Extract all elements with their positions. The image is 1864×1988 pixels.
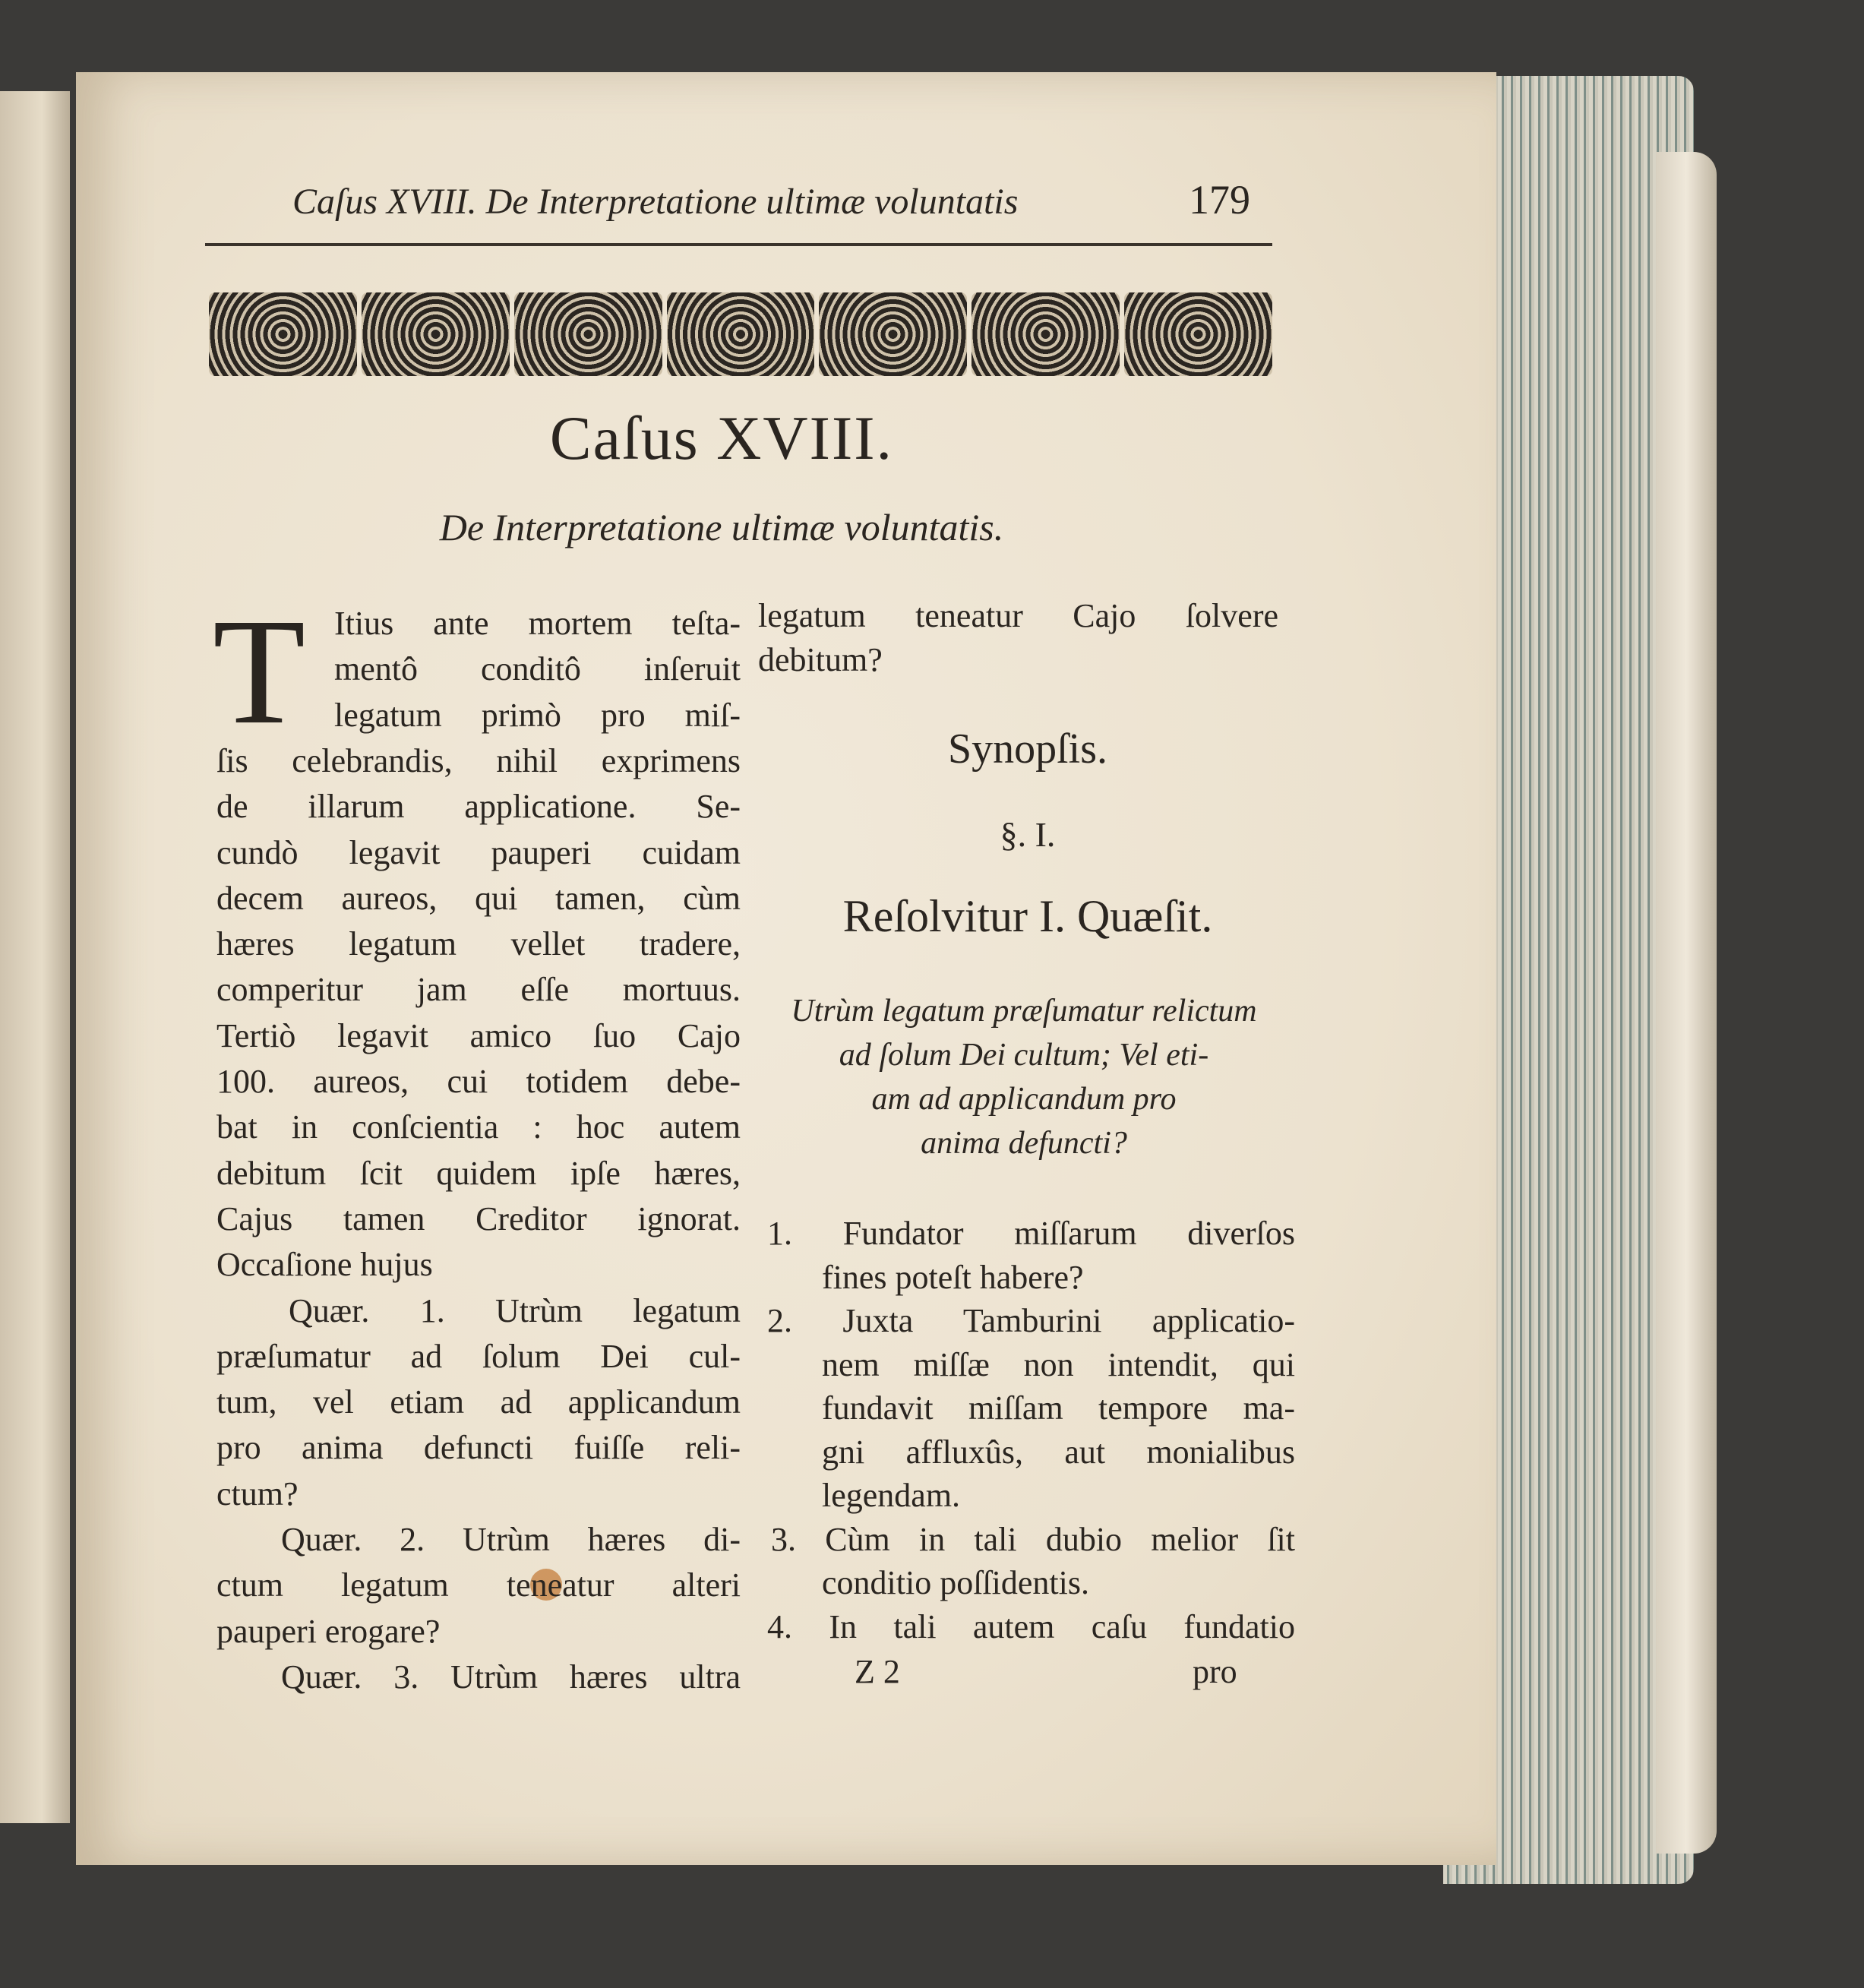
left-column-line: Quær. 2. Utrùm hæres di- <box>281 1521 741 1558</box>
left-column-line: tum, vel etiam ad applicandum <box>216 1383 741 1421</box>
numbered-item-line: nem miſſæ non intendit, qui <box>822 1345 1295 1383</box>
chapter-title: Caſus XVIII. <box>549 403 894 473</box>
numbered-item-line: 1. Fundator miſſarum diverſos <box>767 1215 1295 1252</box>
section-mark: §. I. <box>1000 815 1056 854</box>
left-column-line: debitum ſcit quidem ipſe hæres, <box>216 1154 741 1192</box>
left-column-line: legatum primò pro miſ- <box>334 696 741 734</box>
right-column-line: legatum teneatur Cajo ſolvere <box>758 597 1278 634</box>
left-column-line: Cajus tamen Creditor ignorat. <box>216 1199 741 1237</box>
header-rule <box>205 243 1272 246</box>
ornament-piece <box>667 292 815 376</box>
numbered-item-line: fundavit miſſam tempore ma- <box>822 1389 1295 1427</box>
left-column-line: Itius ante mortem teſta- <box>334 605 741 642</box>
ornament-piece <box>1124 292 1272 376</box>
question-italic-line: Utrùm legatum præſumatur relictum <box>791 994 1257 1029</box>
left-column-line: 100. aureos, cui totidem debe- <box>216 1063 741 1100</box>
synopsis-heading: Synopſis. <box>947 725 1108 773</box>
catchword: pro <box>1193 1653 1237 1690</box>
left-column-line: Quær. 3. Utrùm hæres ultra <box>281 1658 741 1696</box>
left-column-line: Occaſione hujus <box>216 1246 433 1284</box>
numbered-item-line: 2. Juxta Tamburini applicatio- <box>767 1302 1295 1339</box>
ornament-piece <box>209 292 357 376</box>
numbered-item-line: fines poteſt habere? <box>822 1258 1084 1296</box>
page-number: 179 <box>1189 177 1250 223</box>
resolution-heading: Reſolvitur I. Quæſit. <box>842 891 1213 941</box>
question-italic-line: ad ſolum Dei cultum; Vel eti- <box>839 1038 1209 1073</box>
left-column-line: cundò legavit pauperi cuidam <box>216 833 741 871</box>
left-column-line: pro anima defuncti fuiſſe reli- <box>216 1429 741 1467</box>
left-column-line: Tertiò legavit amico ſuo Cajo <box>216 1016 741 1054</box>
numbered-item-line: 3. Cùm in tali dubio melior ſit <box>771 1520 1295 1558</box>
numbered-item-line: conditio poſſidentis. <box>822 1564 1089 1601</box>
facing-page-edge <box>0 91 70 1823</box>
running-title: Caſus XVIII. De Interpretatione ultimæ voluntatis <box>292 182 1019 222</box>
left-column-line: ctum legatum teneatur alteri <box>216 1566 741 1604</box>
question-italic-line: anima defuncti? <box>921 1126 1127 1161</box>
numbered-item-line: 4. In tali autem caſu fundatio <box>767 1607 1295 1645</box>
book-cover-edge <box>1656 152 1717 1854</box>
ornament-piece <box>971 292 1120 376</box>
left-column-line: decem aureos, qui tamen, cùm <box>216 879 741 917</box>
left-column-line: bat in conſcientia : hoc autem <box>216 1108 741 1146</box>
left-column-line: Quær. 1. Utrùm legatum <box>289 1291 741 1329</box>
ornament-band <box>209 292 1272 376</box>
ornament-piece <box>819 292 967 376</box>
left-column-line: mentô conditô inſeruit <box>334 650 741 688</box>
left-column-line: hæres legatum vellet tradere, <box>216 925 741 963</box>
ornament-piece <box>362 292 510 376</box>
drop-cap: T <box>213 588 306 756</box>
left-column-line: ſis celebrandis, nihil exprimens <box>216 741 741 779</box>
left-column-line: pauperi erogare? <box>216 1612 441 1650</box>
chapter-subtitle: De Interpretatione ultimæ voluntatis. <box>439 506 1004 548</box>
question-italic-line: am ad applicandum pro <box>871 1082 1177 1117</box>
ornament-piece <box>514 292 662 376</box>
numbered-item-line: gni affluxûs, aut monialibus <box>822 1433 1295 1471</box>
right-column-line: debitum? <box>758 641 883 678</box>
signature-mark: Z 2 <box>855 1653 900 1690</box>
left-column-line: ctum? <box>216 1474 299 1512</box>
left-column-line: præſumatur ad ſolum Dei cul- <box>216 1337 741 1375</box>
left-column-line: de illarum applicatione. Se- <box>216 788 741 826</box>
left-column-line: comperitur jam eſſe mortuus. <box>216 971 741 1009</box>
numbered-item-line: legendam. <box>822 1477 961 1514</box>
